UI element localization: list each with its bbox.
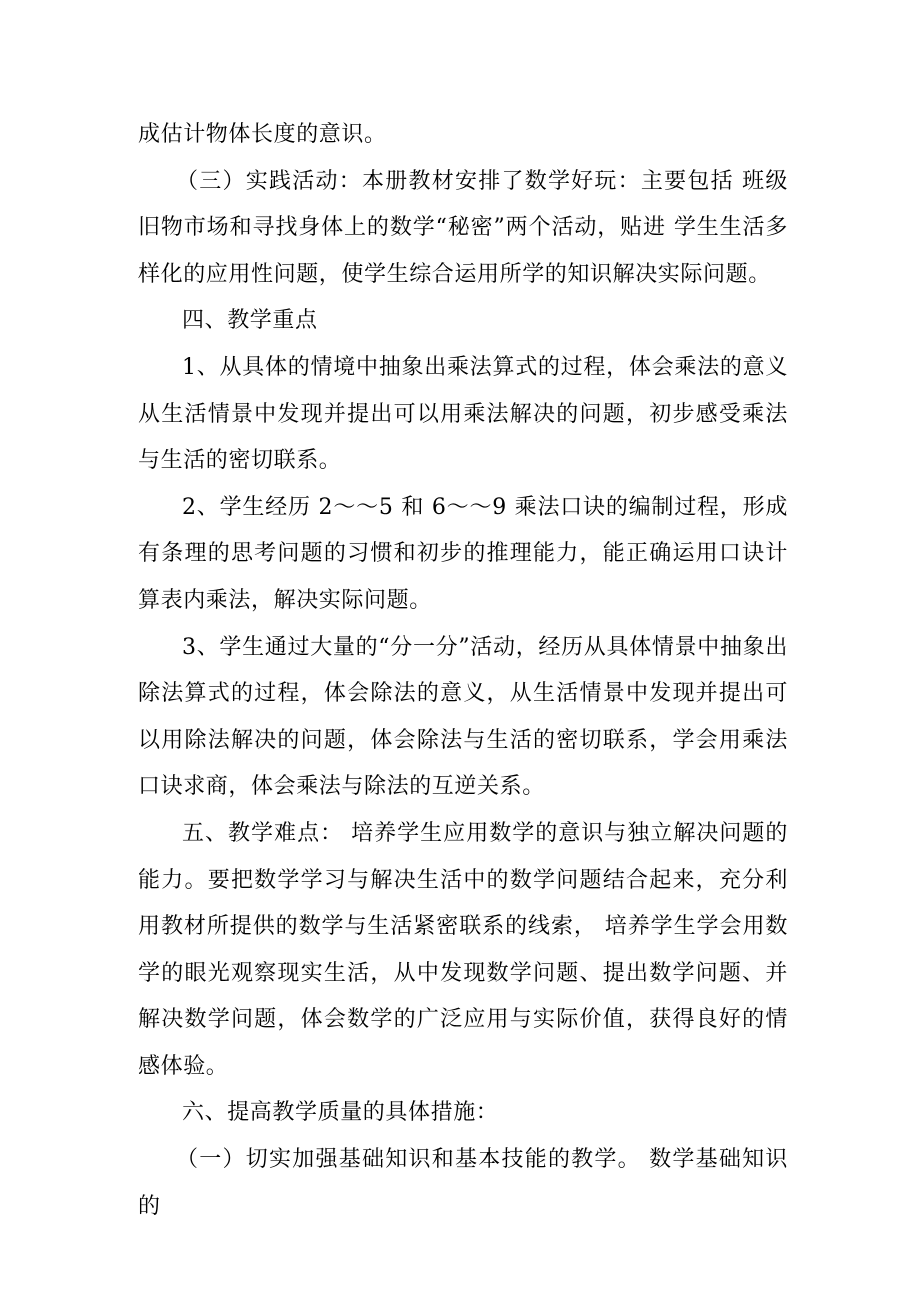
paragraph-focus-3: 3、学生通过大量的“分一分”活动，经历从具体情景中抽象出除法算式的过程，体会除法的意义，从生活情景中发现并提出可以用除法解决的问题，体会除法与生活的密切联系，学会用乘法口诀求商，体会乘法与除法的互逆关系。 (138, 634, 788, 800)
paragraph-teaching-difficulty: 五、教学难点： 培养学生应用数学的意识与独立解决问题的能力。要把数学学习与解决生活中的数学问题结合起来，充分利用教材所提供的数学与生活紧密联系的线索， 培养学生学会用数学的眼光观察现实生活，从中发现数学问题、提出数学问题、并解决数学问题，体会数学的广泛应用与实际价值，获得良好的情感体验。 (138, 820, 788, 1079)
paragraph-continuation: 成估计物体长度的意识。 (138, 122, 387, 147)
paragraph-focus-2: 2、学生经历 2～～5 和 6～～9 乘法口诀的编制过程，形成有条理的思考问题的习惯和初步的推理能力，能正确运用口诀计算表内乘法，解决实际问题。 (138, 494, 788, 613)
document-body (138, 112, 788, 1230)
paragraph-practice-activities: （三）实践活动：本册教材安排了数学好玩：主要包括 班级旧物市场和寻找身体上的数学“秘密”两个活动，贴进 学生生活多样化的应用性问题，使学生综合运用所学的知识解决实际问题。 (138, 168, 788, 287)
paragraph-measure-1: （一）切实加强基础知识和基本技能的教学。 数学基础知识的 (138, 1147, 788, 1219)
heading-teaching-focus: 四、教学重点 (182, 308, 318, 334)
heading-quality-measures: 六、提高教学质量的具体措施： (182, 1100, 499, 1126)
paragraph-focus-1: 1、从具体的情境中抽象出乘法算式的过程，体会乘法的意义从生活情景中发现并提出可以用乘法解决的问题，初步感受乘法与生活的密切联系。 (138, 354, 788, 474)
